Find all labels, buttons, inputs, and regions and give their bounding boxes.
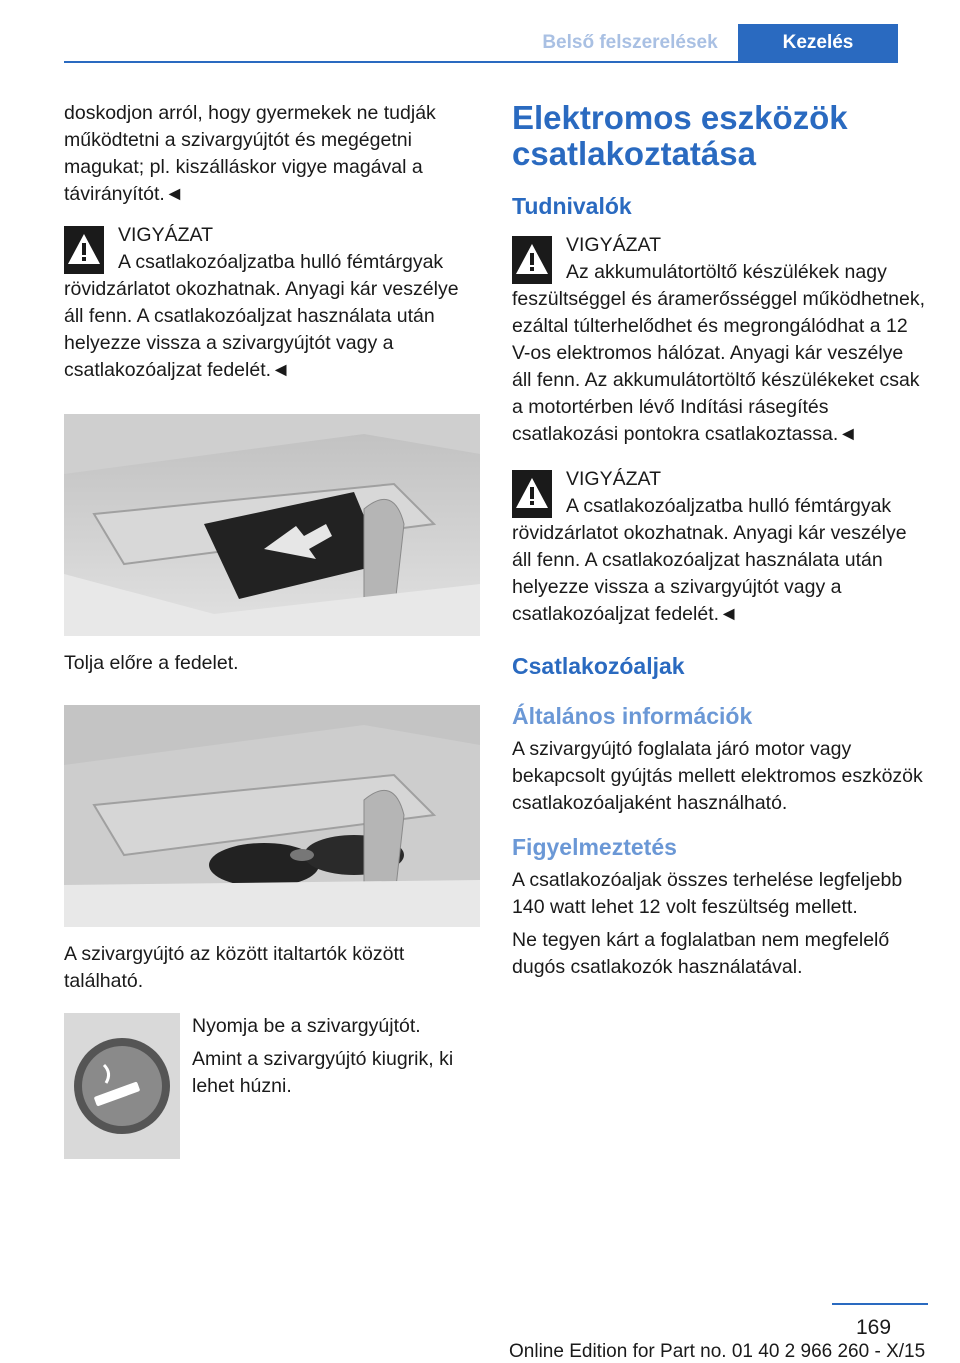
note-heading: Figyelmeztetés [512,834,677,860]
general-info-text: A szivargyújtó foglalata járó motor vagy bekapcsolt gyújtás mellett elektromos eszközök csatlakozóaljaként használható. [512,738,923,814]
warning-icon [512,470,552,518]
warning-block-left [64,222,480,384]
caption-cover: Tolja előre a fedelet. [64,652,239,674]
note-text-load: A csatlakozóaljak összes terhelése legfeljebb 140 watt lehet 12 volt feszültség mellett. [512,869,903,918]
warning-text: A csatlakozóaljzatba hulló fémtárgyak rövidzárlatot okozhatnak. Anyagi kár veszélye áll fenn. A csatlakozóaljzat használata után helyezze vissza a szivargyújtót vagy a csatlakozóaljzat fedelét.◄ [64,251,459,381]
warning-block-socket [512,466,928,628]
cigarette-lighter-icon [64,1013,180,1159]
edition-text: Online Edition for Part no. 01 40 2 966 260 - X/15 [509,1341,926,1362]
right-column [512,100,928,995]
subsection-sockets: Csatlakozóaljak [512,653,685,679]
header-divider [64,61,898,63]
warning-icon [64,226,104,274]
warning-title: VIGYÁZAT [566,468,661,490]
section-title: Elektromos eszközök csatlakoztatása [512,99,848,172]
warning-title: VIGYÁZAT [118,224,213,246]
lighter-instruction-row [64,1013,480,1163]
warning-icon [512,236,552,284]
footer-divider [832,1303,928,1305]
lighter-instructions [192,1013,482,1114]
lighter-pull-text: Amint a szivargyújtó kiugrik, ki lehet húzni. [192,1048,454,1097]
intro-paragraph: doskodjon arról, hogy gyermekek ne tudják működtetni a szivargyújtót és megégetni magukat; pl. kiszálláskor vigye magával a távirányítót.◄ [64,102,436,205]
lighter-press-text: Nyomja be a szivargyújtót. [192,1015,421,1037]
subsection-notes: Tudnivalók [512,193,632,219]
note-text-damage: Ne tegyen kárt a foglalatban nem megfelelő dugós csatlakozók használatával. [512,929,890,978]
photo-cover-slide [64,414,480,636]
header-section-tab[interactable]: Belső felszerelések [542,32,718,53]
caption-cupholders: A szivargyújtó az között italtartók között található. [64,943,405,992]
header-chapter-tab[interactable]: Kezelés [738,24,898,62]
warning-text: A csatlakozóaljzatba hulló fémtárgyak rövidzárlatot okozhatnak. Anyagi kár veszélye áll fenn. A csatlakozóaljzat használata után helyezze vissza a szivargyújtót vagy a csatlakozóaljzat fedelét.◄ [512,495,907,625]
general-info-heading: Általános információk [512,703,753,729]
left-column [64,100,480,1163]
photo-cupholders [64,705,480,927]
warning-block-battery [512,232,928,448]
warning-title: VIGYÁZAT [566,234,661,256]
page-number: 169 [856,1316,892,1339]
warning-text: Az akkumulátortöltő készülékek nagy feszültséggel és áramerősséggel működhetnek, ezáltal túlterhelődhet és megrongálódhat a 12 V-os elektromos hálózat. Anyagi kár veszélye áll fenn. Az akkumulátortöltő készülékeket csak a motortérben lévő Indítási rásegítés csatlakozási pontokra csatlakoztassa.◄ [512,261,925,445]
